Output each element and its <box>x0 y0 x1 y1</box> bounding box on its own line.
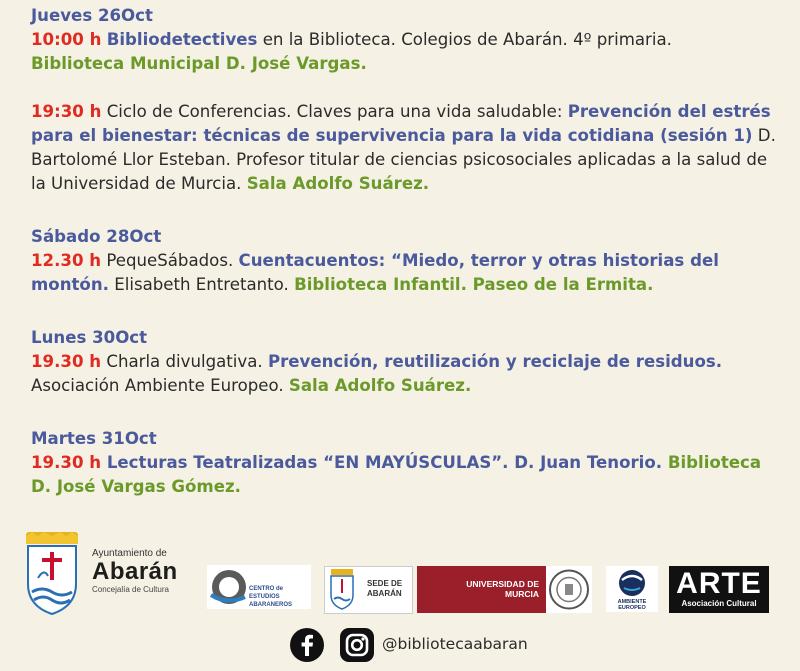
day-heading-tuesday: Martes 31Oct <box>31 429 157 448</box>
event-title: Bibliodetectives <box>106 30 258 49</box>
abaran-shield-icon <box>22 532 82 616</box>
event-time: 19:30 h <box>31 102 102 121</box>
event-speaker: Asociación Ambiente Europeo. <box>31 376 289 395</box>
event-description: Ciclo de Conferencias. Claves para una vida saludable: <box>101 102 568 121</box>
sponsor-logos <box>0 528 800 618</box>
umu-line2: MURCIA <box>505 589 539 599</box>
university-seal-icon <box>546 566 592 613</box>
event-speaker: D. Bartolomé Llor Esteban. Profesor titular de ciencias psicosociales aplicadas a la salud de la Universidad de Murcia. <box>31 126 776 193</box>
ayuntamiento-logo <box>92 548 202 594</box>
event-description: en la Biblioteca. Colegios de Abarán. 4º primaria. <box>257 30 672 49</box>
universidad-murcia-logo <box>417 566 592 613</box>
shield-icon <box>325 567 359 611</box>
event-lecturas <box>31 451 779 499</box>
centro-line2: ABARANEROS <box>249 602 293 608</box>
event-time: 19.30 h <box>31 453 102 472</box>
day-heading-monday: Lunes 30Oct <box>31 328 148 347</box>
instagram-icon[interactable] <box>340 628 374 662</box>
sede-line1: SEDE DE <box>367 579 403 588</box>
event-bibliodetectives <box>31 28 779 76</box>
ambiente-europeo-logo <box>606 566 658 612</box>
event-place: Biblioteca Municipal D. José Vargas. <box>31 54 367 73</box>
facebook-icon[interactable] <box>290 628 324 662</box>
event-listing <box>31 4 779 499</box>
event-title: Prevención, reutilización y reciclaje de residuos. <box>267 352 723 371</box>
centro-line1: CENTRO de ESTUDIOS <box>249 586 284 600</box>
ayuntamiento-label: Ayuntamiento de <box>92 548 167 559</box>
event-time: 12.30 h <box>31 251 102 270</box>
event-description: PequeSábados. <box>101 251 239 270</box>
ambiente-line1: AMBIENTE <box>617 599 647 605</box>
event-title: Prevención del estrés para el bienestar: técnicas de supervivencia para la vida cotidiana (sesión 1) <box>31 102 771 145</box>
event-speaker: Elisabeth Entretanto. <box>108 275 295 294</box>
day-heading-thursday: Jueves 26Oct <box>31 6 153 25</box>
ayuntamiento-name: Abarán <box>92 558 178 585</box>
event-title: Cuentacuentos: “Miedo, terror y otras historias del montón. <box>31 251 719 294</box>
event-charla <box>31 350 779 398</box>
event-time: 10:00 h <box>31 30 102 49</box>
event-cuentacuentos <box>31 249 779 297</box>
umu-line1: UNIVERSIDAD DE <box>466 579 539 589</box>
sede-line2: ABARÁN <box>367 589 402 598</box>
event-conference <box>31 100 779 196</box>
event-title: Lecturas Teatralizadas “EN MAYÚSCULAS”. D. Juan Tenorio. <box>101 453 663 472</box>
wheel-icon <box>207 565 247 609</box>
day-heading-saturday: Sábado 28Oct <box>31 227 162 246</box>
event-place: Sala Adolfo Suárez. <box>288 376 472 395</box>
sede-abaran-logo <box>324 566 413 614</box>
event-place: Sala Adolfo Suárez. <box>246 174 430 193</box>
event-description: Charla divulgativa. <box>101 352 268 371</box>
globe-icon <box>606 566 658 598</box>
ambiente-line2: EUROPEO <box>618 605 646 611</box>
arte-subtitle: Asociación Cultural <box>681 599 757 608</box>
ayuntamiento-sub: Concejalía de Cultura <box>92 585 169 594</box>
centro-estudios-logo <box>207 565 311 609</box>
event-place: Biblioteca D. José Vargas Gómez. <box>31 453 762 496</box>
social-handle[interactable]: @bibliotecaabaran <box>382 635 528 653</box>
event-place: Biblioteca Infantil. Paseo de la Ermita. <box>294 275 654 294</box>
event-time: 19.30 h <box>31 352 102 371</box>
arte-title: ARTE <box>676 567 762 600</box>
arte-logo <box>669 566 769 613</box>
